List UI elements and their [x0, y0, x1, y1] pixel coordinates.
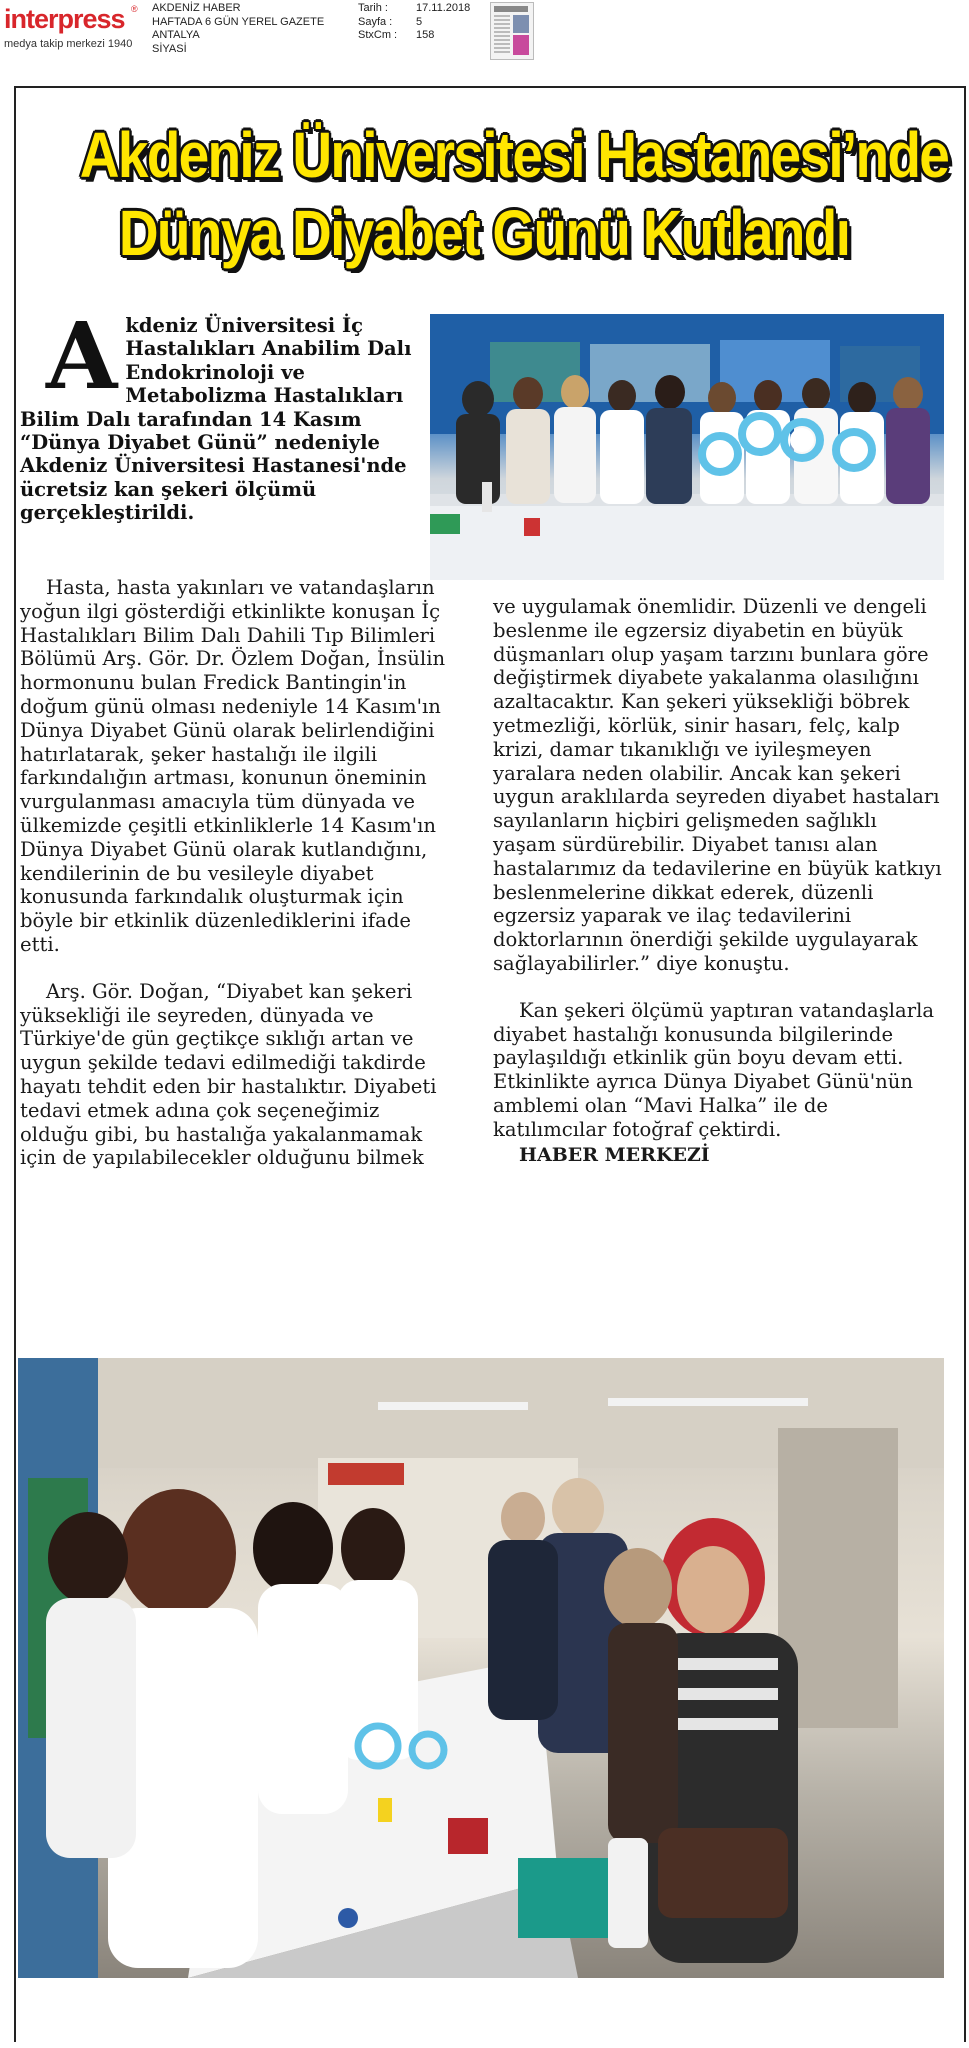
headline-line-1: Akdeniz Üniversitesi Hastanesi’nde [79, 119, 949, 191]
lead-text: kdeniz Üniversitesi İç Hastalıkları Anabilim Dalı Endokrinoloji ve Metabolizma Hastalıkları Bilim Dalı tarafından 14 Kasım “Dünya Diyabet Günü” nedeniyle Akdeniz Üniversitesi Hastanesi'nde ücretsiz kan şekeri ölçümü gerçekleştirildi. [20, 314, 412, 525]
body-paragraph: Hasta, hasta yakınları ve vatandaşların yoğun ilgi gösterdiği etkinlikte konuşan İç Hastalıkları Bilim Dalı Dahili Tıp Bilimleri Bölümü Arş. Gör. Dr. Özlem Doğan, İnsülin hormonunu bulan Fredick Bantingin'in doğum günü olması nedeniyle 14 Kasım'ın Dünya Diyabet Günü olarak belirlendiğini hatırlatarak, şeker hastalığı ile ilgili farkındalığın artması, konunun öneminin vurgulanması amacıyla tüm dünyada ve ülkemizde çeşitli etkinliklerle 14 Kasım'ın Dünya Diyabet Günü olarak kutlandığını, kendilerinin de bu vesileyle diyabet konusunda farkındalık oluşturmak için böyle bir etkinlik düzenlediklerini ifade etti. [20, 576, 446, 956]
meta-label: Sayfa : [358, 15, 393, 28]
meta-value: 5 [416, 15, 423, 28]
clipping-header [0, 0, 969, 78]
testing-photo-illustration [18, 1358, 944, 1978]
article-column-2 [493, 595, 943, 1167]
thumb-ad-block [513, 35, 529, 55]
group-photo-illustration [430, 314, 944, 580]
logo-wordmark: interpress [4, 4, 125, 34]
article-headline [79, 116, 949, 272]
group-photo [430, 314, 944, 580]
publication-city: ANTALYA [152, 29, 200, 41]
body-paragraph: ve uygulamak önemlidir. Düzenli ve dengeli beslenme ile egzersiz diyabetin en büyük düşmanları olup yaşam tarzını bunlara göre değiştirmek diyabete yakalanma olasılığını azaltacaktır. Kan şekeri yüksekliği böbrek yetmezliği, körlük, sinir hasarı, felç, kalp krizi, damar tıkanıklığı ve iyileşmeyen yaralara neden olabilir. Ancak kan şekeri uygun araklılarda seyreden diyabet hastaları sayılanların hiçbiri gelişmeden sağlıklı yaşam sürdürebilir. Diyabet tanısı alan hastalarımız da tedavilerine en büyük katkıyı beslenmelerine dikkat ederek, düzenli egzersiz yaparak ve ilaç tedavilerini doktorlarının önerdiği şekilde uygulayarak sağlayabilirler.” diye konuştu. [493, 595, 942, 975]
meta-value: 17.11.2018 [416, 2, 471, 14]
article-lead [20, 302, 412, 525]
drop-cap: A [46, 302, 118, 410]
meta-value: 158 [416, 29, 435, 41]
meta-label: Tarih : [358, 2, 388, 14]
publication-info [152, 2, 324, 56]
meta-label: StxCm : [358, 29, 398, 41]
logo-tagline: medya takip merkezi 1940 [4, 38, 133, 50]
meta-row-size [358, 29, 470, 43]
headline-line-2: Dünya Diyabet Günü Kutlandı [118, 197, 850, 269]
thumb-text-block [494, 15, 510, 55]
body-paragraph: Kan şekeri ölçümü yaptıran vatandaşlarla diyabet hastalığı konusunda bilgilerinde paylaşıldığı etkinlik gün boyu devam etti. Etkinlikte ayrıca Dünya Diyabet Günü'nün amblemi olan “Mavi Halka” ile de katılımcılar fotoğraf çektirdi. [493, 998, 935, 1141]
blood-sugar-testing-photo [18, 1358, 944, 1978]
meta-row-date [358, 2, 470, 16]
logo-registered-mark: ® [131, 4, 138, 14]
meta-row-page [358, 16, 470, 30]
publication-name: AKDENİZ HABER [152, 2, 241, 14]
interpress-logo [4, 4, 140, 54]
body-paragraph: Arş. Gör. Doğan, “Diyabet kan şekeri yüksekliği ile seyreden, dünyada ve Türkiye'de gün geçtikçe sıklığı artan ve uygun şekilde tedavi edilmediği takdirde hayatı tehdit eden bir hastalıktır. Diyabeti tedavi etmek adına çok seçeneğimiz olduğu gibi, bu hastalığa yakalanmamak için de yapılabilecekler olduğunu bilmek [20, 979, 437, 1170]
publication-frequency: HAFTADA 6 GÜN YEREL GAZETE [152, 15, 325, 28]
article-byline: HABER MERKEZİ [519, 1143, 710, 1166]
page-thumbnail[interactable] [490, 2, 534, 60]
publication-section: SİYASİ [152, 42, 187, 55]
thumb-headline-block [494, 6, 528, 12]
clipping-meta [358, 2, 470, 43]
thumb-photo-block [513, 15, 529, 33]
article-column-1 [20, 576, 446, 1170]
